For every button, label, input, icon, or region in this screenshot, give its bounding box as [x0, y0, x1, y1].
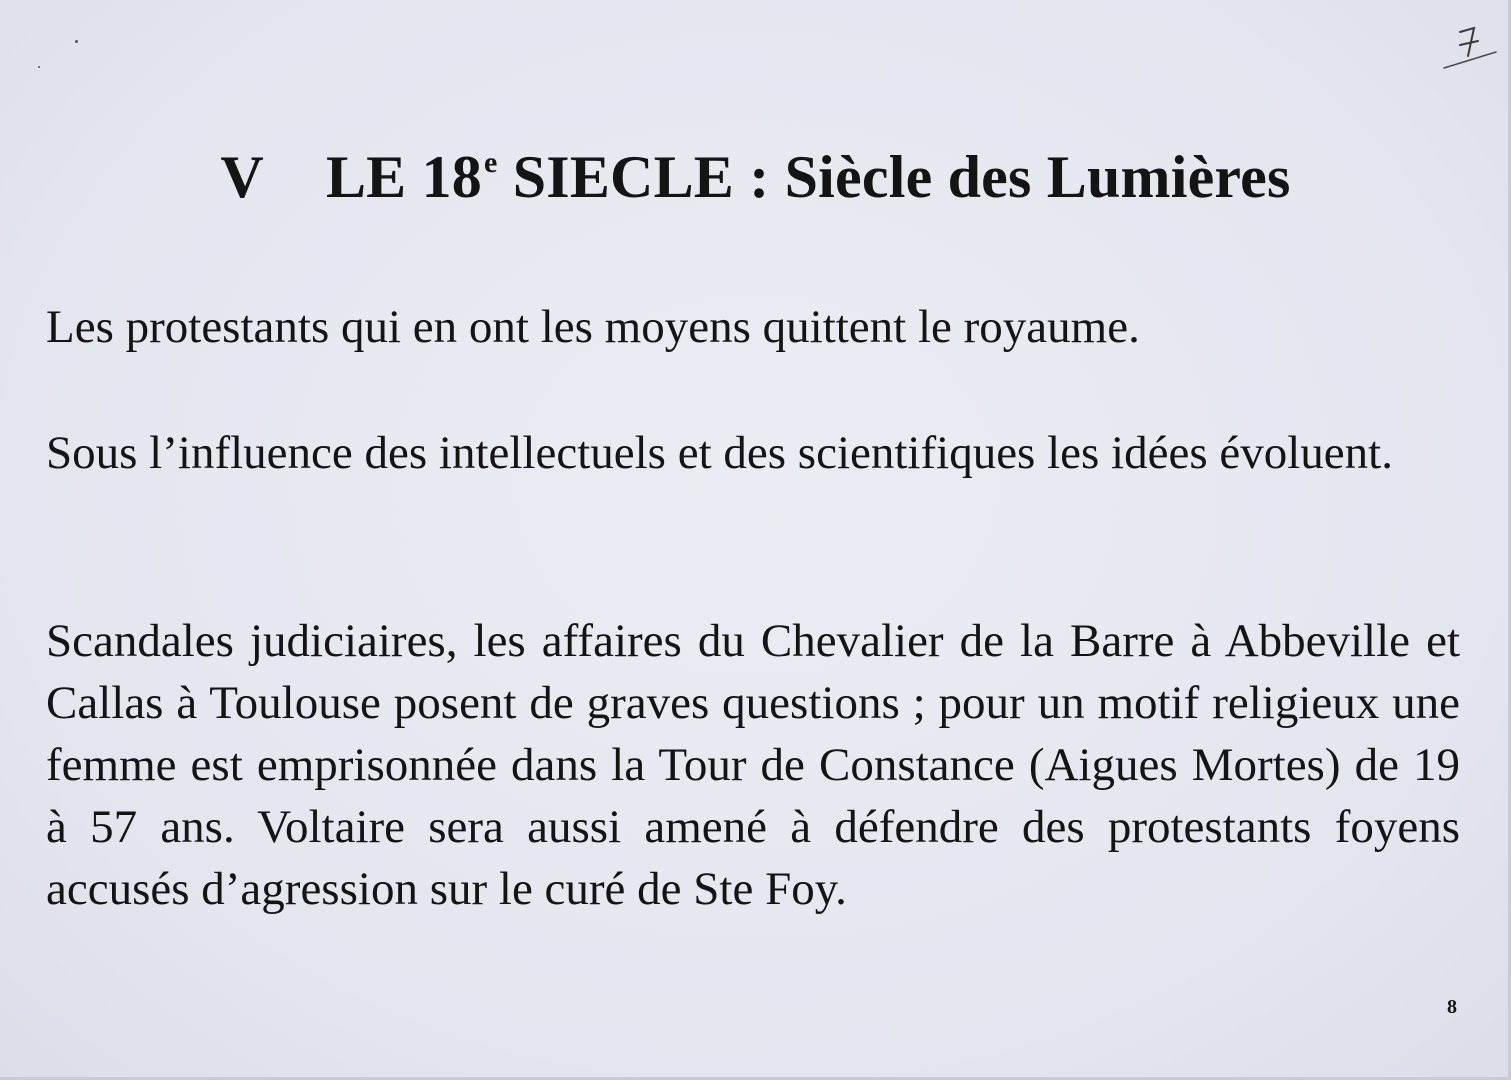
paragraph-influence: Sous l’influence des intellectuels et des scientifiques les idées évoluent.	[46, 427, 1393, 479]
page-number: 8	[1447, 996, 1457, 1018]
section-heading	[0, 132, 1511, 212]
section-roman-numeral: V	[220, 144, 264, 210]
handwritten-corner-mark	[1438, 14, 1502, 76]
heading-superscript: e	[484, 146, 498, 179]
paragraph-protestants: Les protestants qui en ont les moyens quittent le royaume.	[46, 301, 1140, 353]
paper-speck	[75, 40, 78, 43]
heading-text-end: SIECLE : Siècle des Lumières	[497, 144, 1291, 210]
paragraph-scandales: Scandales judiciaires, les affaires du Chevalier de la Barre à Abbeville et Callas à Toulouse posent de graves questions ; pour un motif religieux une femme est emprisonnée dans la Tour de Constance (Aigues Mortes) de 19 à 57 ans. Voltaire sera aussi amené à défendre des protestants foyens accusés d’agression sur le curé de Ste Foy.	[46, 615, 1460, 915]
paper-speck	[38, 66, 40, 68]
heading-text-start: LE 18	[325, 144, 482, 210]
